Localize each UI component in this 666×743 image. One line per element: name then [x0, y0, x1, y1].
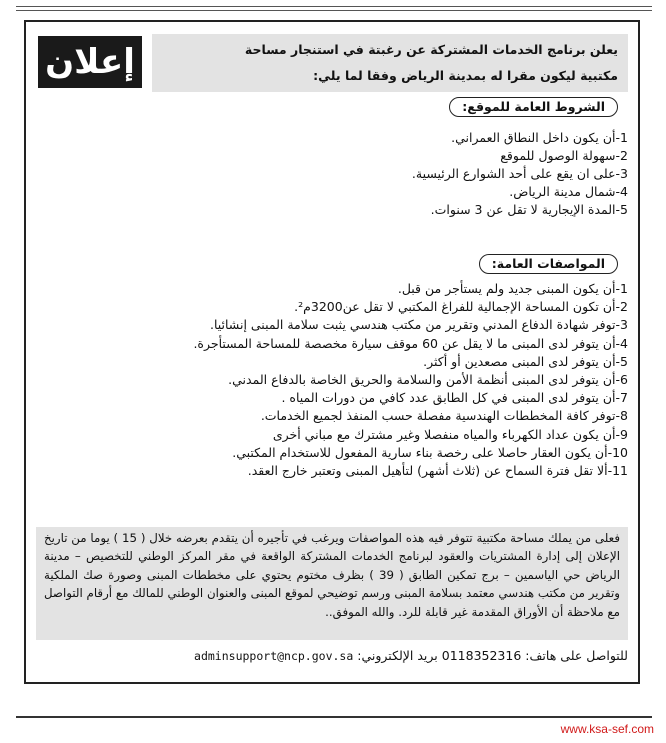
list-item: 3-على ان يقع على أحد الشوارع الرئيسية.	[411, 166, 628, 181]
list-item: 3-توفر شهادة الدفاع المدني وتقرير من مكتب هندسي يثبت سلامة المبنى إنشائيا.	[209, 317, 628, 333]
list-item: 10-أن يكون العقار حاصلا على رخصة بناء سارية المفعول للاستخدام المكتبي.	[232, 444, 628, 460]
list-item: 6-أن يتوفر لدى المبنى أنظمة الأمن والسلامة والحريق الخاصة بالدفاع المدني.	[228, 371, 628, 387]
list-item: 2-سهولة الوصول للموقع	[500, 148, 628, 163]
site-conditions-list	[412, 129, 628, 219]
bottom-rule	[16, 716, 652, 718]
list-item: 11-ألا تقل فترة السماح عن (ثلاث أشهر) لتأهيل المبنى وتعتبر خارج العقد.	[247, 462, 628, 478]
intro-line-2: مكتبية ليكون مقرا له بمدينة الرياض وفقا لما يلي:	[313, 68, 618, 83]
top-rule-2	[16, 10, 652, 11]
section-title-specifications: المواصفات العامة:	[479, 254, 618, 274]
list-item: 2-أن تكون المساحة الإجمالية للفراغ المكتبي لا تقل عن3200م².	[294, 299, 628, 315]
contact-email[interactable]: adminsupport@ncp.gov.sa	[194, 649, 354, 663]
list-item: 5-أن يتوفر لدى المبنى مصعدين أو أكثر.	[423, 353, 628, 369]
intro-line-1: يعلن برنامج الخدمات المشتركة عن رغبتة في استنجار مساحة	[244, 42, 618, 57]
list-item: 5-المدة الإيجارية لا تقل عن 3 سنوات.	[430, 202, 628, 217]
list-item: 9-أن يكون عداد الكهرباء والمياه منفصلا وغير مشترك مع مباني أخرى	[272, 426, 628, 442]
list-item: 1-أن يكون داخل النطاق العمراني.	[451, 130, 628, 145]
announcement-frame	[24, 20, 640, 684]
section-title-site-conditions: الشروط العامة للموقع:	[449, 97, 618, 117]
contact-line	[194, 648, 628, 663]
list-item: 8-توفر كافة المخططات الهندسية مفصلة حسب المنفذ لجميع الخدمات.	[260, 408, 628, 424]
list-item: 1-أن يكون المبنى جديد ولم يستأجر من قبل.	[397, 281, 628, 296]
top-rule	[16, 6, 652, 7]
contact-text: للتواصل على هاتف: 0118352316 بريد الإلكتروني:	[357, 648, 628, 663]
list-item: 4-أن يتوفر لدى المبنى ما لا يقل عن 60 موقف سيارة مخصصة للمساحة المستأجرة.	[193, 335, 628, 351]
announcement-badge: إعلان	[38, 36, 142, 88]
list-item: 4-شمال مدينة الرياض.	[509, 184, 628, 199]
list-item: 7-أن يتوفر لدى المبنى في كل الطابق عدد كافي من دورات المياه .	[281, 390, 628, 406]
closing-paragraph: فعلى من يملك مساحة مكتبية تتوفر فيه هذه المواصفات ويرغب في تأجيره أن يتقدم بعرضه خلال ( 15 ) يوما من تاريخ الإعلان إلى إدارة المشتريات والعقود لبرنامج الخدمات المشتركة الواقعة في مقر المركز الوطني للتخصيص – مدينة الرياض حي الياسمين – برج تمكين الطابق ( 39 ) بظرف مختوم يحتوي على مخططات المبنى وصورة صك الملكية وتقرير من مكتب هندسي معتمد بسلامة المبنى ورسم توضيحي لموقع المبنى والعنوان الوطني للمالك مع أرقام التواصل مع ملاحظة أن الأوراق المقدمة غير قابلة للرد. والله الموفق..	[36, 527, 628, 640]
source-site-link[interactable]: www.ksa-sef.com	[560, 722, 654, 736]
specifications-list	[193, 280, 628, 480]
intro-box	[152, 34, 628, 92]
